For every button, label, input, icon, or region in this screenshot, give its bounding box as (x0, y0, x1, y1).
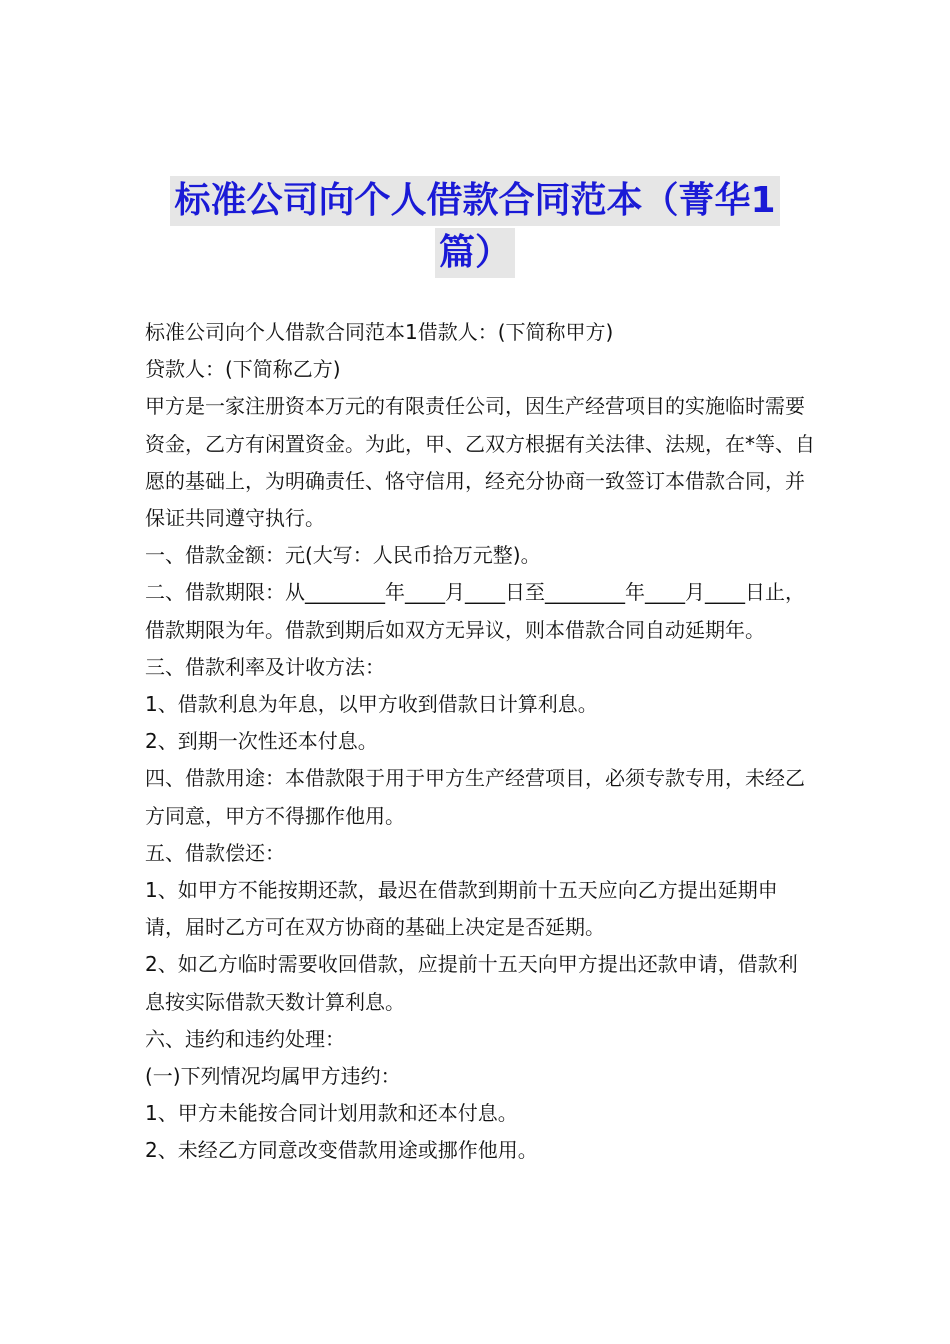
clause-repayment-item-2: 2、如乙方临时需要收回借款，应提前十五天向甲方提出还款申请，借款利息按实际借款天数计算利息。 (145, 952, 798, 1014)
clause-repayment-item-1: 1、如甲方不能按期还款，最迟在借款到期前十五天应向乙方提出延期申请，届时乙方可在双方协商的基础上决定是否延期。 (145, 878, 778, 940)
clause-default-heading: 六、违约和违约处理： (145, 1026, 345, 1051)
clause-interest-item-2: 2、到期一次性还本付息。 (145, 729, 378, 754)
clause-loan-term: 二、借款期限：从________年____月____日至________年____月____日止，借款期限为年。借款到期后如双方无异议，则本借款合同自动延期年。 (145, 580, 805, 642)
clause-default-item-2: 2、未经乙方同意改变借款用途或挪作他用。 (145, 1138, 538, 1163)
document-body (145, 314, 815, 1170)
paragraph-lender: 贷款人：(下简称乙方) (145, 357, 341, 382)
clause-loan-purpose: 四、借款用途：本借款限于用于甲方生产经营项目，必须专款专用，未经乙方同意，甲方不得挪作他用。 (145, 766, 805, 828)
paragraph-intro: 标准公司向个人借款合同范本1借款人：(下简称甲方) (145, 320, 614, 344)
clause-default-item-1: 1、甲方未能按合同计划用款和还本付息。 (145, 1101, 518, 1126)
clause-interest-item-1: 1、借款利息为年息，以甲方收到借款日计算利息。 (145, 692, 598, 717)
clause-default-subheading: (一)下列情况均属甲方违约： (145, 1064, 401, 1089)
clause-interest-heading: 三、借款利率及计收方法： (145, 654, 385, 679)
title-line-1: 标准公司向个人借款合同范本（菁华1 (170, 176, 779, 226)
paragraph-preamble: 甲方是一家注册资本万元的有限责任公司，因生产经营项目的实施临时需要资金，乙方有闲置资金。为此，甲、乙双方根据有关法律、法规，在*等、自愿的基础上，为明确责任、恪守信用，经充分协商一致签订本借款合同，并保证共同遵守执行。 (145, 394, 815, 531)
title-line-2: 篇） (435, 228, 515, 278)
document-title (0, 176, 950, 278)
clause-loan-amount: 一、借款金额：元(大写：人民币拾万元整)。 (145, 543, 541, 568)
clause-repayment-heading: 五、借款偿还： (145, 840, 285, 865)
